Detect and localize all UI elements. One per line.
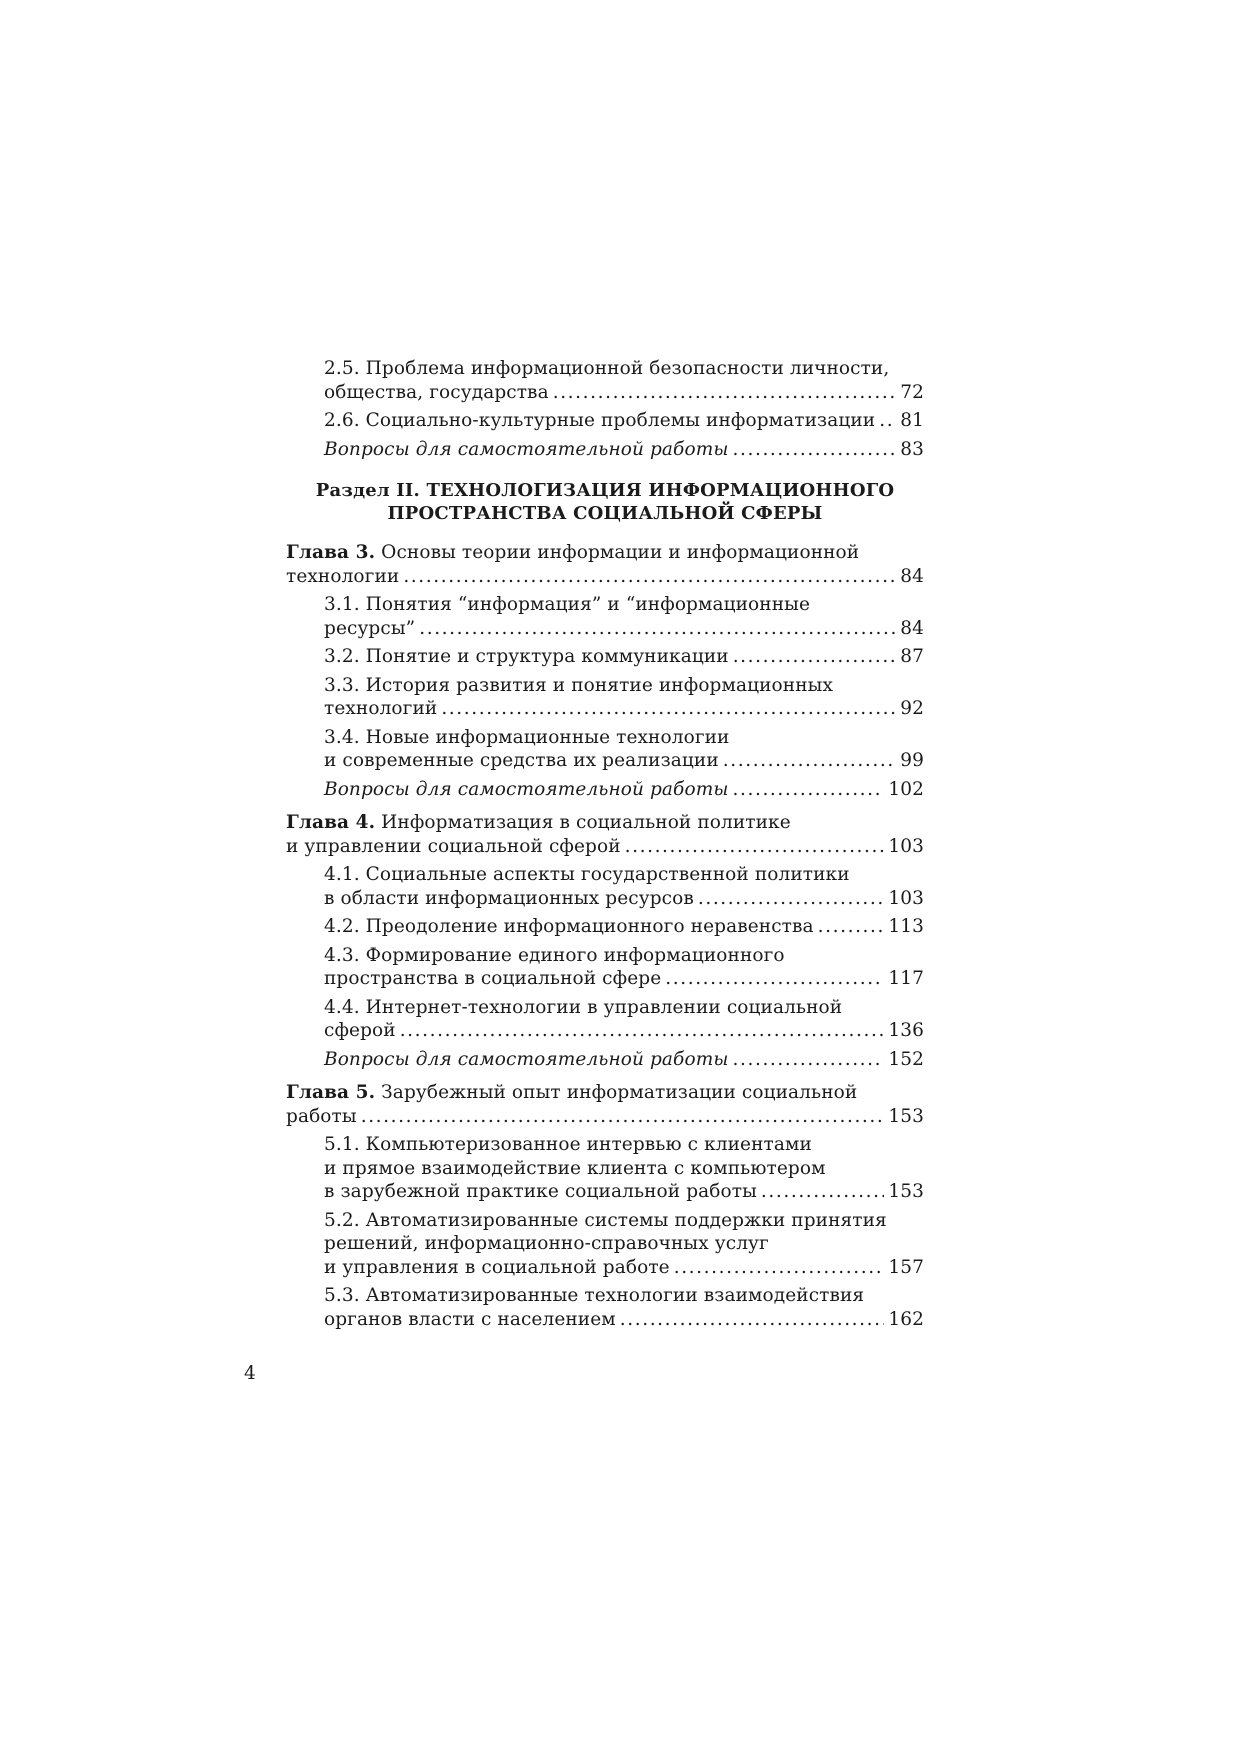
- toc-entry-text: 4.3. Формирование единого информационного: [324, 944, 785, 966]
- section-heading-line1: ТЕХНОЛОГИЗАЦИЯ ИНФОРМАЦИОННОГО: [426, 480, 895, 501]
- page-number: 87: [900, 646, 924, 667]
- dot-leader: [733, 778, 885, 802]
- dot-leader: [403, 565, 896, 589]
- dot-leader: [698, 887, 885, 911]
- dot-leader: [361, 1105, 885, 1129]
- toc-entry-text: 4.2. Преодоление информационного неравенства: [324, 916, 814, 937]
- dot-leader: [625, 835, 885, 859]
- toc-entry-text: решений, информационно-справочных услуг: [324, 1233, 769, 1254]
- page-number: 117: [888, 968, 924, 989]
- dot-leader: [733, 645, 897, 669]
- toc-entry-4-1: [286, 863, 924, 910]
- chapter-title: Информатизация в социальной политике: [375, 812, 791, 833]
- toc-entry-text: 3.3. История развития и понятие информационных: [324, 674, 833, 696]
- page-number: 102: [888, 778, 924, 800]
- page-number: 153: [888, 1181, 924, 1202]
- toc-entry-text: 5.2. Автоматизированные системы поддержки принятия: [324, 1209, 887, 1231]
- toc-entry-5-2: [286, 1209, 924, 1280]
- page-number: 84: [900, 617, 924, 639]
- chapter-title: Основы теории информации и информационной: [375, 542, 860, 563]
- dot-leader: [761, 1180, 884, 1204]
- toc-chapter-5: [286, 1081, 924, 1128]
- dot-leader: [400, 1019, 885, 1043]
- toc-entry-5-3: [286, 1284, 924, 1331]
- toc-entry-text: 2.5. Проблема информационной безопасности личности,: [324, 358, 890, 379]
- toc-entry-text: 3.4. Новые информационные технологии: [324, 726, 730, 748]
- page-number: 83: [900, 438, 924, 460]
- dot-leader: [553, 381, 897, 405]
- toc-entry-text: технологий: [324, 698, 438, 719]
- toc-entry-4-2: [286, 915, 924, 939]
- table-of-contents: [286, 357, 924, 1336]
- page-number: 92: [900, 698, 924, 719]
- toc-entry-text: 5.1. Компьютеризованное интервью с клиентами: [324, 1134, 812, 1155]
- toc-entry-text: и управления в социальной работе: [324, 1256, 670, 1278]
- toc-entry-text: 3.2. Понятие и структура коммуникации: [324, 646, 729, 667]
- page-number: 152: [888, 1048, 924, 1070]
- chapter-title: Зарубежный опыт информатизации социальной: [375, 1082, 858, 1103]
- toc-entry-text: органов власти с населением: [324, 1308, 616, 1330]
- toc-entry-text: сферой: [324, 1020, 396, 1041]
- toc-entry-2-5: [286, 357, 924, 404]
- page-number: 84: [900, 565, 924, 587]
- dot-leader: [674, 1256, 885, 1280]
- page-number: 157: [888, 1256, 924, 1278]
- page-number: 162: [888, 1308, 924, 1330]
- chapter-label: Глава 4.: [286, 812, 376, 833]
- chapter-title: работы: [286, 1105, 357, 1127]
- page-number: 153: [888, 1105, 924, 1127]
- toc-entry-text: Вопросы для самостоятельной работы: [324, 778, 729, 800]
- toc-entry-questions: [286, 778, 924, 802]
- toc-entry-questions: [286, 438, 924, 462]
- toc-entry-3-1: [286, 593, 924, 640]
- dot-leader: [733, 438, 897, 462]
- toc-entry-4-4: [286, 996, 924, 1043]
- dot-leader: [441, 697, 896, 721]
- toc-entry-text: 2.6. Социально-культурные проблемы информатизации: [324, 410, 876, 431]
- toc-entry-text: 3.1. Понятия “информация” и “информационные: [324, 594, 811, 615]
- page-number: 103: [888, 887, 924, 909]
- toc-entry-3-2: [286, 645, 924, 669]
- toc-entry-4-3: [286, 944, 924, 991]
- toc-chapter-4: [286, 811, 924, 858]
- page-number: 72: [900, 381, 924, 403]
- dot-leader: [818, 915, 885, 939]
- dot-leader: [665, 967, 884, 991]
- page-number: 81: [900, 410, 924, 431]
- dot-leader: [879, 409, 896, 433]
- toc-entry-text: 5.3. Автоматизированные технологии взаимодействия: [324, 1285, 865, 1306]
- chapter-title: технологии: [286, 565, 400, 587]
- toc-entry-2-6: [286, 409, 924, 433]
- section-heading-lead: Раздел II.: [315, 480, 420, 501]
- toc-entry-3-4: [286, 726, 924, 773]
- section-heading-line2: ПРОСТРАНСТВА СОЦИАЛЬНОЙ СФЕРЫ: [387, 503, 823, 524]
- toc-entry-text: общества, государства: [324, 381, 549, 403]
- toc-entry-text: пространства в социальной сфере: [324, 968, 662, 989]
- toc-entry-text: в области информационных ресурсов: [324, 887, 694, 909]
- toc-entry-3-3: [286, 674, 924, 721]
- chapter-title: и управлении социальной сферой: [286, 835, 621, 857]
- page-number: 136: [888, 1020, 924, 1041]
- page-number: 103: [888, 835, 924, 857]
- toc-entry-text: и прямое взаимодействие клиента с компьютером: [324, 1157, 826, 1179]
- chapter-label: Глава 3.: [286, 542, 376, 563]
- dot-leader: [733, 1048, 885, 1072]
- toc-entry-text: Вопросы для самостоятельной работы: [324, 1048, 729, 1070]
- toc-entry-text: Вопросы для самостоятельной работы: [324, 438, 729, 460]
- dot-leader: [620, 1308, 885, 1332]
- toc-entry-text: и современные средства их реализации: [324, 750, 719, 771]
- section-heading: [286, 479, 924, 525]
- chapter-label: Глава 5.: [286, 1082, 376, 1103]
- page-number: 113: [888, 916, 924, 937]
- toc-entry-text: 4.1. Социальные аспекты государственной политики: [324, 864, 850, 885]
- dot-leader: [723, 749, 896, 773]
- toc-entry-questions: [286, 1048, 924, 1072]
- toc-entry-5-1: [286, 1133, 924, 1204]
- page-number: 99: [900, 750, 924, 771]
- toc-entry-text: 4.4. Интернет-технологии в управлении социальной: [324, 996, 843, 1018]
- page-folio: 4: [244, 1363, 256, 1384]
- dot-leader: [419, 617, 896, 641]
- toc-entry-text: в зарубежной практике социальной работы: [324, 1181, 757, 1202]
- toc-chapter-3: [286, 541, 924, 588]
- toc-entry-text: ресурсы”: [324, 617, 416, 639]
